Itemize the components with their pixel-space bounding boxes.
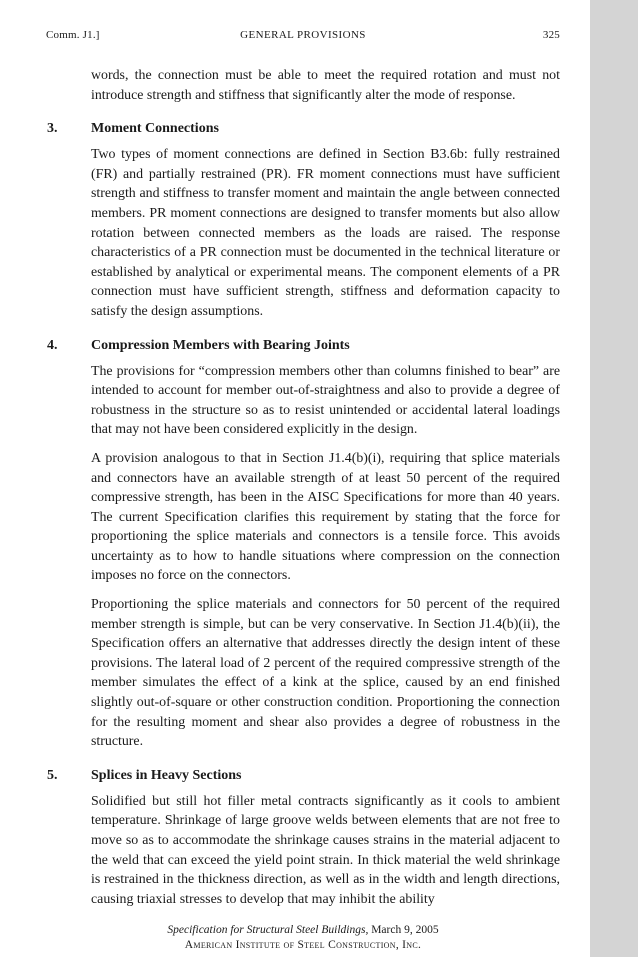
section-title: Compression Members with Bearing Joints xyxy=(91,337,350,353)
page-number: 325 xyxy=(542,29,560,41)
section-heading xyxy=(47,119,560,139)
section-title: Moment Connections xyxy=(91,121,219,137)
continuation-paragraph: words, the connection must be able to meet the required rotation and must not introduce strength and stiffness that significantly alter the mode of response. xyxy=(91,68,560,103)
section-heading xyxy=(47,336,560,356)
section-moment-connections xyxy=(47,119,560,321)
section-number: 4. xyxy=(47,337,58,353)
paragraph: Solidified but still hot filler metal contracts significantly as it cools to ambient temperature. Shrinkage of large groove welds between elements that are not free to move so as to accommodate the shrinkage causes strains in the material adjacent to the weld that can exceed the yield point strain. In thick material the weld shrinkage is restrained in the thickness direction, as well as in the width and length directions, causing triaxial stresses to develop that may inhibit the ability xyxy=(91,793,560,907)
page-margin-strip xyxy=(590,0,638,957)
running-head-title: GENERAL PROVISIONS xyxy=(240,29,366,41)
footer-citation xyxy=(46,923,560,938)
footer-date: March 9, 2005 xyxy=(368,924,439,936)
paragraph: Proportioning the splice materials and connectors for 50 percent of the required member strength is simple, but can be very conservative. In Section J1.4(b)(ii), the Specification offers an alternative that addresses directly the design intent of these provisions. The lateral load of 2 percent of the required compressive strength of the member simulates the effect of a kink at the splice, caused by an end finished slightly out-of-square or other construction condition. Proportioning the connection for the resulting moment and shear also provides a degree of robustness in the structure. xyxy=(91,597,560,750)
footer-publication-title: Specification for Structural Steel Buildings, xyxy=(167,924,369,936)
section-number: 5. xyxy=(47,767,58,783)
footer-organization: American Institute of Steel Construction, Inc. xyxy=(184,939,422,951)
page-footer xyxy=(46,923,560,953)
paragraph: A provision analogous to that in Section J1.4(b)(i), requiring that splice materials and connectors have an available strength of at least 50 percent of the required compressive strength, has been in the AISC Specifications for more than 40 years. The current Specification clarifies this requirement by stating that the force for proportioning the splice materials and connectors is a tensile force. This avoids uncertainty as to how to handle situations where compression on the connection imposes no force on the connectors. xyxy=(91,450,560,584)
section-number: 3. xyxy=(47,121,58,137)
running-head-section: Comm. J1.] xyxy=(46,29,100,41)
paragraph: The provisions for “compression members other than columns finished to bear” are intended to account for member out-of-straightness and also to provide a degree of robustness in the structure so as to resist unintended or accidental lateral loadings that may not have been considered explicitly in the design. xyxy=(91,363,560,438)
section-heading xyxy=(47,766,560,786)
section-title: Splices in Heavy Sections xyxy=(91,767,242,783)
section-compression-members xyxy=(47,336,560,752)
document-body xyxy=(47,66,560,918)
paragraph: Two types of moment connections are defined in Section B3.6b: fully restrained (FR) and partially restrained (PR). FR moment connections must have sufficient strength and stiffness to transfer moment and maintain the angle between connected members. PR moment connections are designed to transfer moments but also allow rotation between connected members as the loads are raised. The response characteristics of a PR connection must be documented in the technical literature or established by analytical or experimental means. The component elements of a PR connection must have sufficient strength, stiffness and deformation capacity to satisfy the design assumptions. xyxy=(91,147,560,319)
section-splices-heavy-sections xyxy=(47,766,560,910)
